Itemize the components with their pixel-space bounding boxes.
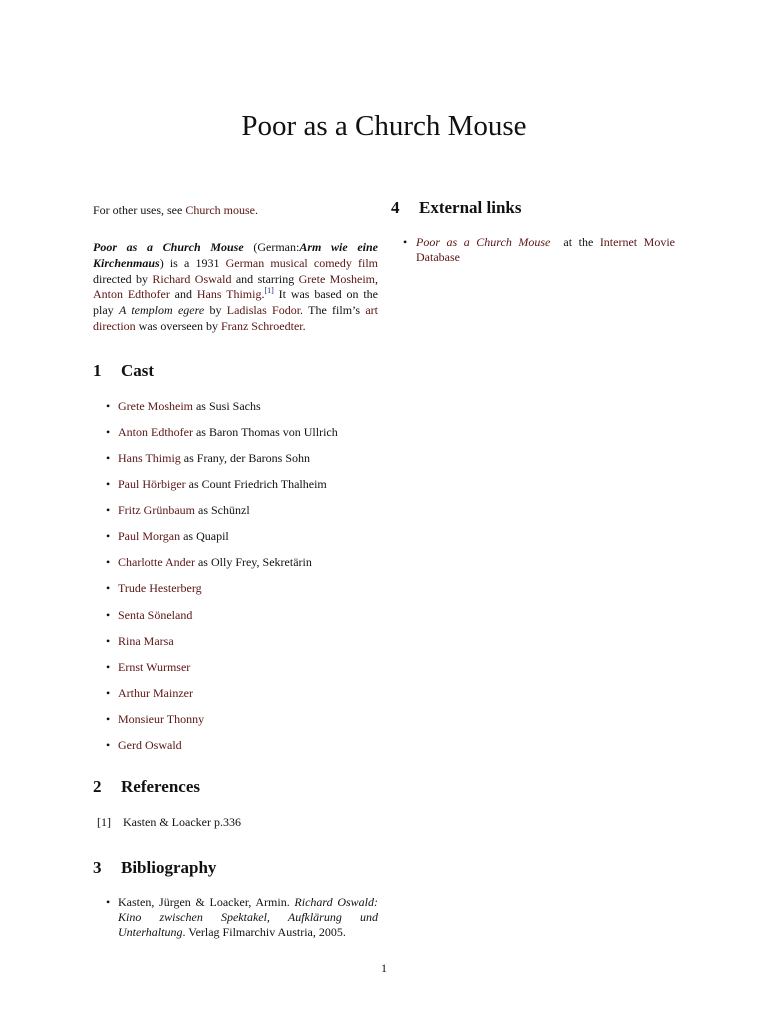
role-text: as Frany, der Barons Sohn bbox=[180, 450, 310, 465]
german-title: Arm wie eine Kirchenmaus bbox=[93, 240, 379, 270]
actor-link[interactable]: Paul Morgan bbox=[118, 529, 181, 544]
actor-link[interactable]: Paul Hörbiger bbox=[118, 477, 186, 492]
reference-text: Kasten & Loacker p.336 bbox=[123, 815, 241, 830]
intro-text: and starring bbox=[231, 271, 299, 286]
list-item bbox=[93, 580, 378, 606]
director-link[interactable]: Richard Oswald bbox=[152, 271, 232, 286]
actor-link[interactable]: Hans Thimig bbox=[118, 450, 181, 465]
section-title: Bibliography bbox=[121, 858, 217, 878]
role-text: as Baron Thomas von Ullrich bbox=[192, 424, 338, 439]
actor-link[interactable]: Anton Edthofer bbox=[118, 424, 193, 439]
section-number: 1 bbox=[93, 360, 102, 380]
reference-number: [1] bbox=[97, 815, 111, 830]
bib-publisher: . Verlag Filmarchiv Austria, 2005. bbox=[182, 925, 346, 940]
reference-superscript[interactable]: [1] bbox=[264, 286, 274, 296]
intro-text: . bbox=[261, 287, 265, 302]
role-text: as Quapil bbox=[180, 529, 229, 544]
section-title: Cast bbox=[121, 360, 155, 380]
actor-link[interactable]: Rina Marsa bbox=[118, 633, 174, 648]
genre-link[interactable]: German musical comedy film bbox=[225, 255, 379, 270]
role-text: as Count Friedrich Thalheim bbox=[185, 477, 327, 492]
section-number: 4 bbox=[391, 198, 400, 217]
right-column bbox=[391, 198, 675, 265]
intro-text: ) is a 1931 bbox=[159, 255, 226, 270]
actor-link[interactable]: Charlotte Ander bbox=[118, 555, 195, 570]
list-item bbox=[93, 659, 378, 685]
role-text: as Schünzl bbox=[195, 503, 250, 518]
intro-text: and bbox=[169, 287, 197, 302]
intro-text: by bbox=[204, 303, 227, 318]
section-heading-bibliography bbox=[93, 858, 378, 878]
intro-paragraph bbox=[93, 240, 378, 335]
section-title: References bbox=[121, 777, 200, 797]
reference-item bbox=[93, 814, 378, 830]
star-link-anton-edthofer[interactable]: Anton Edthofer bbox=[93, 287, 170, 302]
list-item bbox=[93, 528, 378, 554]
left-column bbox=[93, 202, 378, 940]
list-item bbox=[93, 554, 378, 580]
bib-book-title: Richard Oswald: Kino zwischen Spektakel, Aufklärung und Unterhaltung bbox=[118, 895, 378, 940]
list-item bbox=[93, 737, 378, 763]
list-item bbox=[93, 424, 378, 450]
section-number: 3 bbox=[93, 858, 102, 878]
intro-text: , bbox=[375, 271, 378, 286]
page-number: 1 bbox=[381, 961, 387, 975]
list-item bbox=[93, 607, 378, 633]
cast-list bbox=[93, 398, 378, 763]
intro-text: (German: bbox=[243, 240, 300, 254]
list-item bbox=[93, 711, 378, 737]
intro-text: was overseen by bbox=[135, 318, 221, 333]
section-heading-external-links bbox=[391, 198, 675, 218]
role-text: as Olly Frey, Sekretärin bbox=[194, 555, 312, 570]
external-film-link[interactable]: Poor as a Church Mouse bbox=[416, 235, 551, 249]
actor-link[interactable]: Senta Söneland bbox=[118, 607, 193, 622]
section-number: 2 bbox=[93, 777, 102, 797]
intro-text: It was based on the play bbox=[93, 287, 378, 318]
hatnote bbox=[93, 202, 378, 218]
list-item bbox=[391, 235, 675, 265]
star-link-grete-mosheim[interactable]: Grete Mosheim bbox=[298, 271, 375, 286]
external-links-list bbox=[391, 235, 675, 265]
play-title: A templom egere bbox=[118, 303, 205, 318]
intro-text: . The film’s bbox=[300, 303, 366, 318]
list-item bbox=[93, 633, 378, 659]
intro-text: directed by bbox=[93, 271, 153, 286]
actor-link[interactable]: Grete Mosheim bbox=[118, 398, 193, 413]
actor-link[interactable]: Monsieur Thonny bbox=[118, 711, 205, 726]
page-title: Poor as a Church Mouse bbox=[241, 110, 527, 142]
list-item bbox=[93, 476, 378, 502]
author-link[interactable]: Ladislas Fodor bbox=[226, 303, 301, 318]
art-direction-link[interactable]: art direction bbox=[93, 303, 378, 333]
film-title: Poor as a Church Mouse bbox=[93, 240, 244, 254]
list-item bbox=[93, 450, 378, 476]
list-item bbox=[93, 685, 378, 711]
intro-text: . bbox=[302, 318, 306, 333]
actor-link[interactable]: Arthur Mainzer bbox=[118, 685, 193, 700]
schroedter-link[interactable]: Franz Schroedter bbox=[220, 318, 303, 333]
section-heading-references bbox=[93, 777, 378, 797]
actor-link[interactable]: Ernst Wurmser bbox=[118, 659, 191, 674]
church-mouse-link[interactable]: Church mouse bbox=[185, 203, 255, 217]
section-heading-cast bbox=[93, 361, 378, 381]
actor-link[interactable]: Gerd Oswald bbox=[118, 738, 182, 752]
section-title: External links bbox=[419, 198, 522, 217]
imdb-link[interactable]: Internet Movie Database bbox=[416, 235, 675, 264]
bib-author: Kasten, Jürgen & Loacker, Armin. bbox=[118, 895, 295, 910]
role-text: as Susi Sachs bbox=[192, 398, 261, 413]
hatnote-prefix: For other uses, see bbox=[93, 203, 186, 217]
star-link-hans-thimig[interactable]: Hans Thimig bbox=[196, 287, 262, 302]
list-item bbox=[93, 895, 378, 940]
actor-link[interactable]: Trude Hesterberg bbox=[118, 581, 202, 596]
external-mid-text: at the bbox=[550, 235, 600, 249]
list-item bbox=[93, 502, 378, 528]
hatnote-suffix: . bbox=[254, 203, 258, 217]
bibliography-list bbox=[93, 895, 378, 940]
list-item bbox=[93, 398, 378, 424]
actor-link[interactable]: Fritz Grünbaum bbox=[118, 503, 195, 518]
